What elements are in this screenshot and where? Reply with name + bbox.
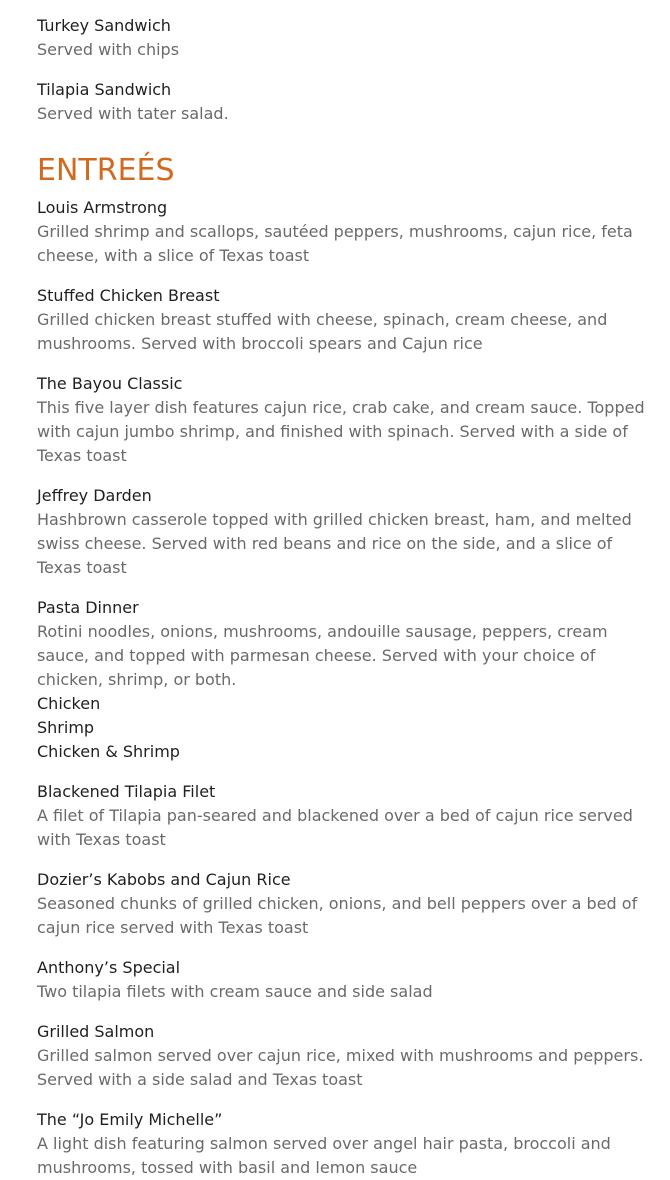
menu-item-anthonys-special (37, 956, 657, 1004)
item-name: The Bayou Classic (37, 374, 183, 393)
menu-item-blackened-tilapia-filet (37, 780, 647, 852)
item-description: Two tilapia filets with cream sauce and side salad (37, 982, 433, 1001)
menu-item-grilled-salmon (37, 1020, 657, 1092)
item-description: Seasoned chunks of grilled chicken, onions, and bell peppers over a bed of cajun rice served with Texas toast (37, 894, 638, 937)
item-description: Grilled salmon served over cajun rice, mixed with mushrooms and peppers. Served with a side salad and Texas toast (37, 1046, 644, 1089)
item-description: Served with chips (37, 40, 180, 59)
item-name: Dozier’s Kabobs and Cajun Rice (37, 870, 291, 889)
item-description: Grilled chicken breast stuffed with cheese, spinach, cream cheese, and mushrooms. Served with broccoli spears and Cajun rice (37, 310, 608, 353)
item-name: Anthony’s Special (37, 958, 181, 977)
option-chicken-and-shrimp: Chicken & Shrimp (37, 742, 180, 761)
item-description: A light dish featuring salmon served over angel hair pasta, broccoli and mushrooms, tossed with basil and lemon sauce (37, 1134, 611, 1177)
menu-item-stuffed-chicken-breast (37, 284, 647, 356)
option-chicken: Chicken (37, 694, 101, 713)
item-description: Served with tater salad. (37, 104, 229, 123)
item-name: Blackened Tilapia Filet (37, 782, 216, 801)
item-name: Stuffed Chicken Breast (37, 286, 220, 305)
item-name: Turkey Sandwich (37, 16, 171, 35)
item-description: A filet of Tilapia pan-seared and blackened over a bed of cajun rice served with Texas toast (37, 806, 633, 849)
menu-item-pasta-dinner (37, 596, 637, 764)
item-description: Rotini noodles, onions, mushrooms, andouille sausage, peppers, cream sauce, and topped with parmesan cheese. Served with your choice of chicken, shrimp, or both. (37, 622, 608, 689)
menu-item-louis-armstrong (37, 196, 647, 268)
menu-item-doziers-kabobs (37, 868, 657, 940)
item-description: This five layer dish features cajun rice, crab cake, and cream sauce. Topped with cajun jumbo shrimp, and finished with spinach. Served with a side of Texas toast (37, 398, 645, 465)
menu-item-jeffrey-darden (37, 484, 647, 580)
item-name: Pasta Dinner (37, 598, 139, 617)
item-name: Louis Armstrong (37, 198, 168, 217)
menu-item-tilapia-sandwich (37, 78, 657, 126)
section-title-entrees: ENTREÉS (37, 153, 175, 188)
item-description: Hashbrown casserole topped with grilled chicken breast, ham, and melted swiss cheese. Served with red beans and rice on the side, and a slice of Texas toast (37, 510, 632, 577)
item-name: Jeffrey Darden (37, 486, 152, 505)
item-name: Grilled Salmon (37, 1022, 155, 1041)
menu-item-jo-emily-michelle (37, 1108, 637, 1180)
item-name: The “Jo Emily Michelle” (37, 1110, 223, 1129)
item-name: Tilapia Sandwich (37, 80, 172, 99)
menu-item-bayou-classic (37, 372, 657, 468)
item-description: Grilled shrimp and scallops, sautéed peppers, mushrooms, cajun rice, feta cheese, with a slice of Texas toast (37, 222, 633, 265)
menu-item-turkey-sandwich (37, 14, 657, 62)
option-shrimp: Shrimp (37, 718, 95, 737)
